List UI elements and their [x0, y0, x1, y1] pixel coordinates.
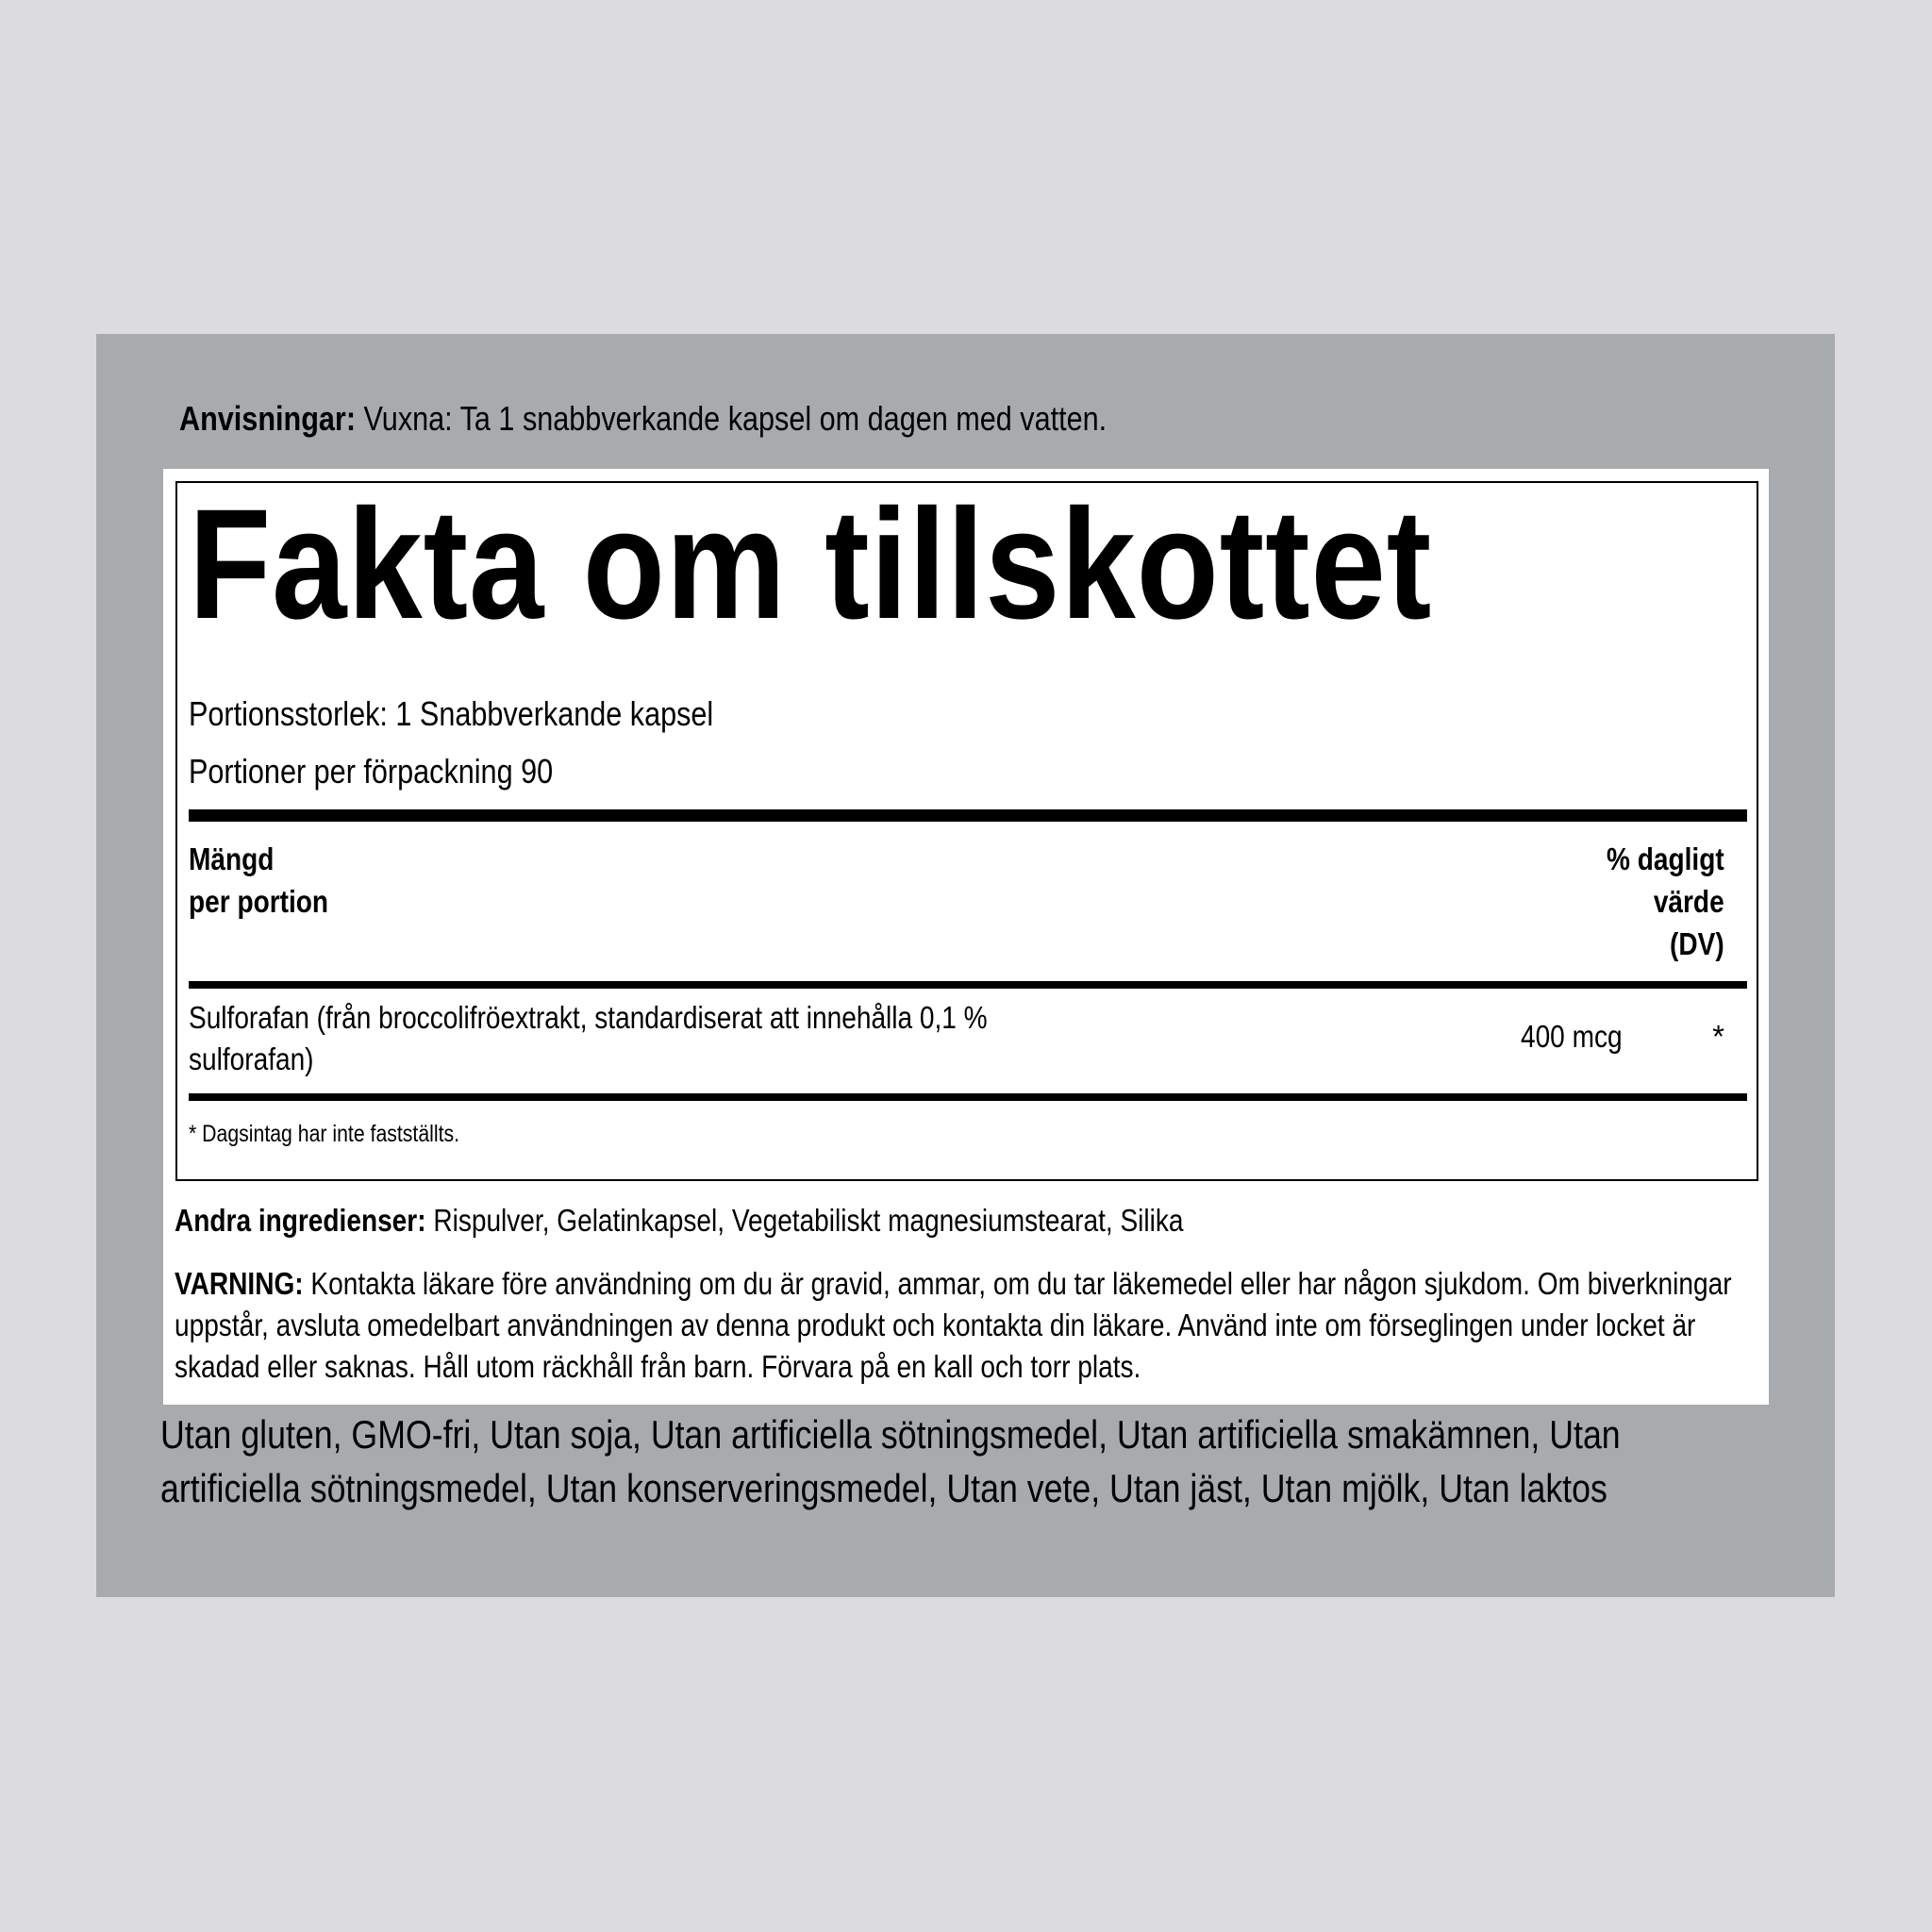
directions [179, 396, 1107, 441]
free-from-claims: Utan gluten, GMO-fri, Utan soja, Utan artificiella sötningsmedel, Utan artificiella smakämnen, Utan artificiella sötningsmedel, Utan konserveringsmedel, Utan vete, Utan jäst, Utan mjölk, Utan laktos [160, 1412, 1621, 1510]
other-ingredients [175, 1200, 1183, 1241]
supplement-facts-box [175, 477, 1758, 1181]
servings-per-container: Portioner per förpackning 90 [189, 752, 554, 791]
dv-header-line1: % dagligt [1607, 841, 1724, 876]
ingredient-name [189, 997, 988, 1080]
daily-value-header [1607, 838, 1724, 965]
directions-label: Anvisningar: [179, 399, 357, 438]
warning-label: VARNING: [175, 1266, 304, 1301]
other-ingredients-text: Rispulver, Gelatinkapsel, Vegetabiliskt magnesiumstearat, Silika [425, 1203, 1184, 1238]
divider-thick [189, 809, 1747, 822]
dv-header-line2: värde [1654, 884, 1724, 919]
serving-size: Portionsstorlek: 1 Snabbverkande kapsel [189, 694, 714, 733]
amount-header-line2: per portion [189, 884, 329, 919]
dv-header-line3: (DV) [1670, 926, 1724, 961]
label-content [163, 469, 1769, 1405]
ingredient-name-line2: sulforafan) [189, 1041, 314, 1076]
ingredient-name-line1: Sulforafan (från broccolifröextrakt, standardiserat att innehålla 0,1 % [189, 1000, 988, 1035]
directions-text: Vuxna: Ta 1 snabbverkande kapsel om dagen med vatten. [356, 399, 1108, 438]
ingredient-amount: 400 mcg [1521, 1019, 1623, 1054]
other-ingredients-label: Andra ingredienser: [175, 1203, 426, 1238]
warning [175, 1263, 1746, 1388]
amount-per-serving-header [189, 838, 328, 923]
amount-header-line1: Mängd [189, 841, 275, 876]
warning-text: Kontakta läkare före användning om du är gravid, ammar, om du tar läkemedel eller har någon sjukdom. Om biverkningar uppstår, avsluta omedelbart användningen av denna produkt och kontakta din läkare. Använd inte om förseglingen under locket är skadad eller saknas. Håll utom räckhåll från barn. Förvara på en kall och torr plats. [175, 1266, 1732, 1384]
divider-medium [189, 981, 1747, 989]
facts-title: Fakta om tillskottet [189, 477, 1433, 652]
ingredient-daily-value: * [1712, 1019, 1724, 1054]
label-panel [96, 334, 1835, 1597]
footnote: * Dagsintag har inte fastställts. [189, 1121, 460, 1147]
divider-bottom [189, 1093, 1747, 1101]
